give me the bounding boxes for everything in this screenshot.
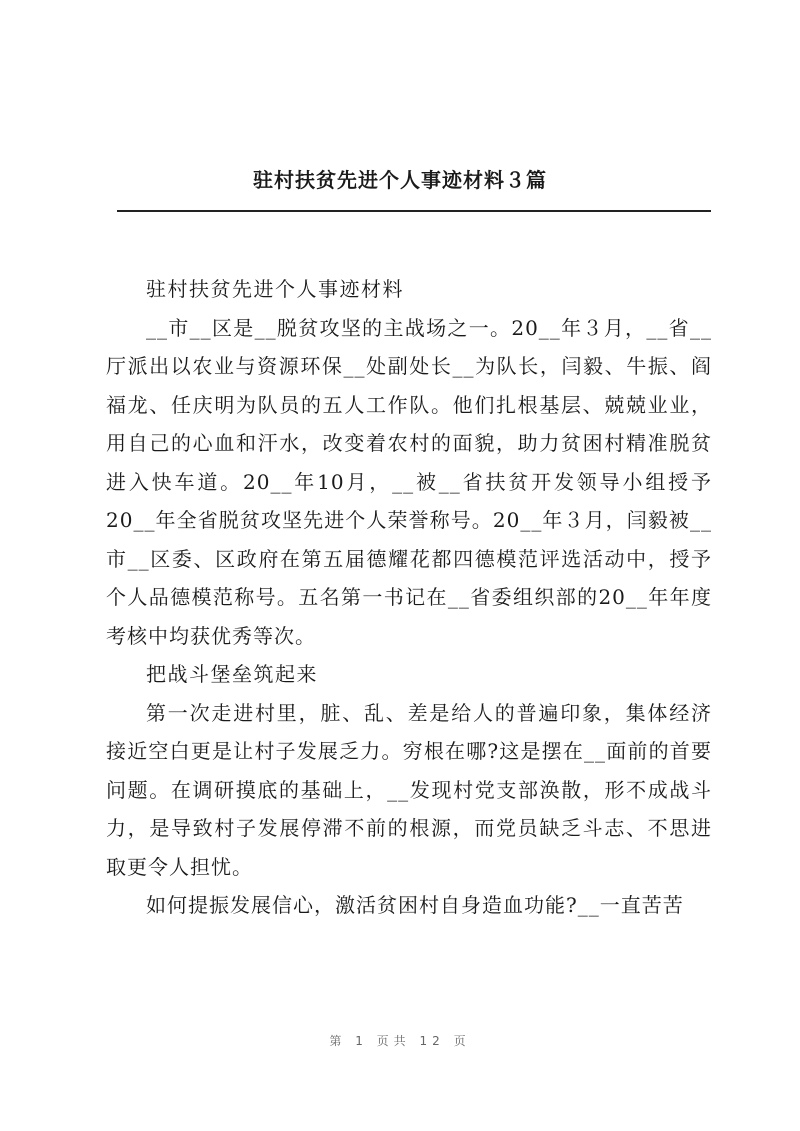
document-title: 驻村扶贫先进个人事迹材料３篇: [253, 168, 547, 192]
section-heading: 把战斗堡垒筑起来: [146, 662, 318, 686]
title-divider: [117, 210, 711, 212]
document-body: [106, 270, 712, 925]
body-paragraph: __市__区是__脱贫攻坚的主战场之一。20__年３月，__省__厅派出以农业与资源环保__处副处长__为队长，闫毅、牛振、阎福龙、任庆明为队员的五人工作队。他们扎根基层、兢兢业业，用自己的心血和汗水，改变着农村的面貌，助力贫困村精准脱贫进入快车道。20__年10月，__被__省扶贫开发领导小组授予20__年全省脱贫攻坚先进个人荣誉称号。20__年３月，闫毅被__市__区委、区政府在第五届德耀花都四德模范评选活动中，授予个人品德模范称号。五名第一书记在__省委组织部的20__年年度考核中均获优秀等次。: [106, 315, 712, 648]
body-paragraph: 第一次走进村里，脏、乱、差是给人的普遍印象，集体经济接近空白更是让村子发展乏力。穷根在哪?这是摆在__面前的首要问题。在调研摸底的基础上，__发现村党支部涣散，形不成战斗力，是导致村子发展停滞不前的根源，而党员缺乏斗志、不思进取更令人担忧。: [106, 700, 712, 879]
body-paragraph: 如何提振发展信心，激活贫困村自身造血功能?__一直苦苦: [146, 893, 684, 917]
section-heading: 驻村扶贫先进个人事迹材料: [146, 277, 404, 301]
page-number-footer: 第 1 页共 12 页: [329, 1034, 471, 1048]
